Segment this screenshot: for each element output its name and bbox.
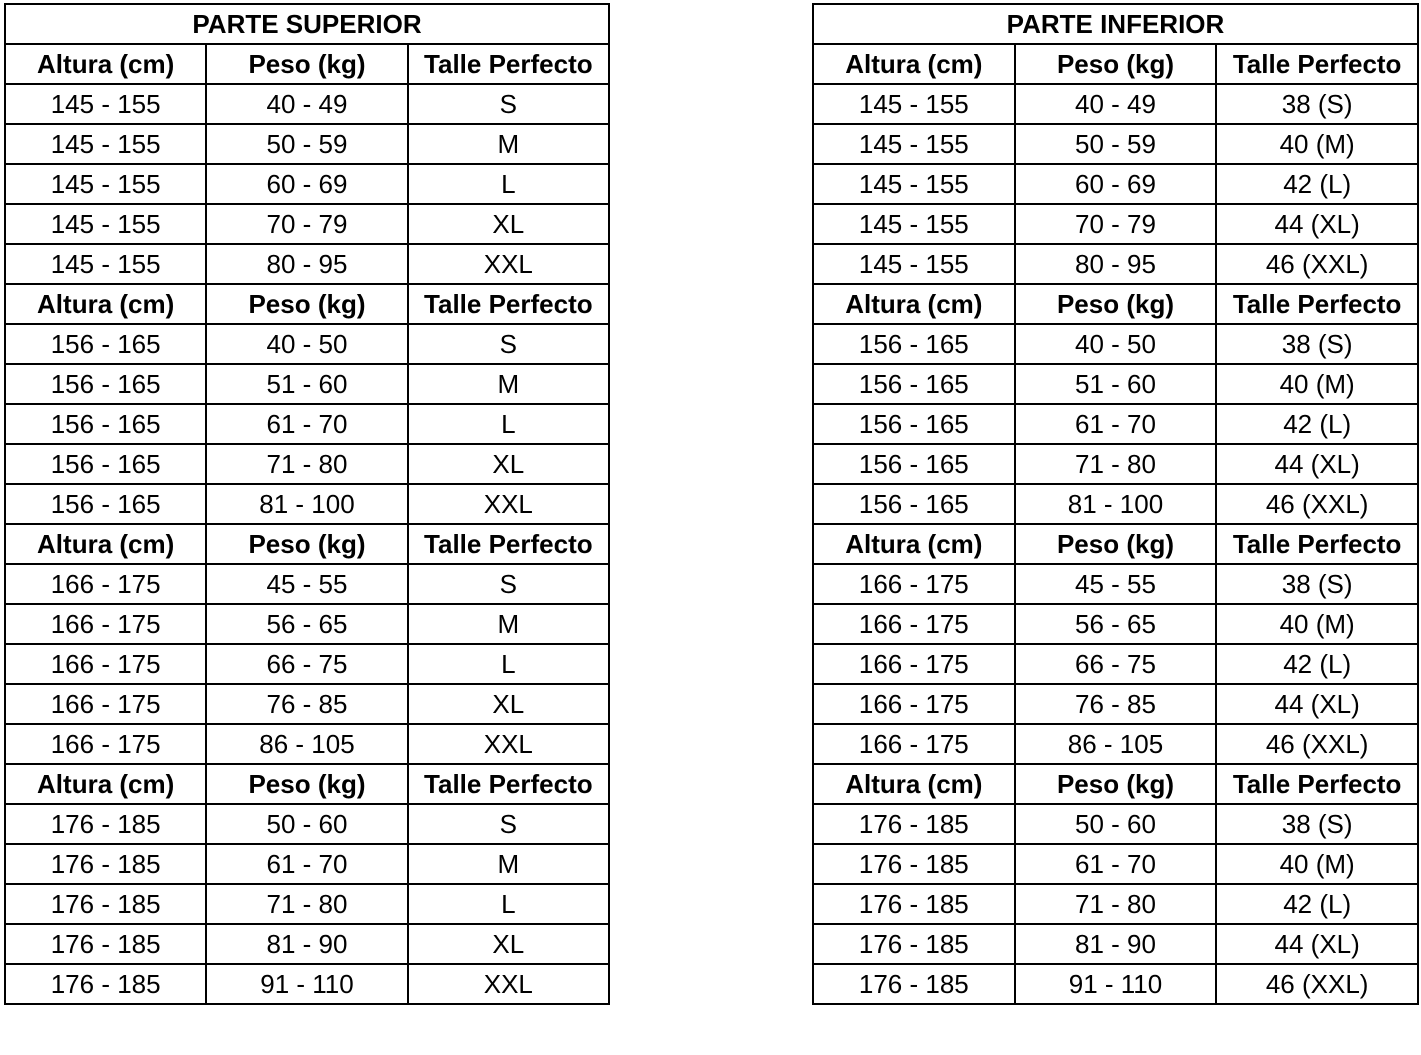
size-cell: 38 (S) — [1216, 84, 1418, 124]
column-header: Peso (kg) — [206, 44, 407, 84]
table-row — [813, 924, 1418, 964]
size-cell: XXL — [408, 484, 609, 524]
size-cell: XXL — [408, 724, 609, 764]
table-row — [5, 244, 609, 284]
size-cell: 44 (XL) — [1216, 204, 1418, 244]
table-row — [5, 204, 609, 244]
weight-cell: 56 - 65 — [206, 604, 407, 644]
table-row — [5, 924, 609, 964]
size-cell: 38 (S) — [1216, 564, 1418, 604]
weight-cell: 91 - 110 — [1015, 964, 1217, 1004]
height-cell: 166 - 175 — [5, 684, 206, 724]
column-header: Altura (cm) — [813, 284, 1015, 324]
height-cell: 156 - 165 — [813, 364, 1015, 404]
size-cell: L — [408, 164, 609, 204]
column-header: Peso (kg) — [1015, 764, 1217, 804]
table-row — [813, 684, 1418, 724]
size-cell: XL — [408, 204, 609, 244]
height-cell: 166 - 175 — [5, 564, 206, 604]
weight-cell: 60 - 69 — [1015, 164, 1217, 204]
height-cell: 176 - 185 — [5, 964, 206, 1004]
weight-cell: 71 - 80 — [1015, 444, 1217, 484]
height-cell: 145 - 155 — [5, 204, 206, 244]
size-cell: 40 (M) — [1216, 364, 1418, 404]
height-cell: 176 - 185 — [813, 924, 1015, 964]
height-cell: 145 - 155 — [5, 164, 206, 204]
table-title: PARTE SUPERIOR — [5, 4, 609, 44]
size-cell: 46 (XXL) — [1216, 724, 1418, 764]
size-cell: 46 (XXL) — [1216, 244, 1418, 284]
table-row — [813, 644, 1418, 684]
size-cell: S — [408, 804, 609, 844]
weight-cell: 61 - 70 — [1015, 844, 1217, 884]
size-cell: S — [408, 84, 609, 124]
table-row — [813, 724, 1418, 764]
table-row — [813, 364, 1418, 404]
column-header-row — [813, 524, 1418, 564]
height-cell: 145 - 155 — [813, 164, 1015, 204]
height-cell: 176 - 185 — [813, 964, 1015, 1004]
size-cell: L — [408, 644, 609, 684]
size-cell: XL — [408, 684, 609, 724]
weight-cell: 70 - 79 — [206, 204, 407, 244]
size-table-body — [5, 4, 609, 1004]
size-cell: L — [408, 404, 609, 444]
height-cell: 166 - 175 — [813, 564, 1015, 604]
table-row — [813, 164, 1418, 204]
table-row — [5, 164, 609, 204]
table-row — [813, 564, 1418, 604]
height-cell: 166 - 175 — [5, 644, 206, 684]
weight-cell: 81 - 100 — [1015, 484, 1217, 524]
weight-cell: 40 - 49 — [206, 84, 407, 124]
column-header: Talle Perfecto — [1216, 764, 1418, 804]
size-cell: 44 (XL) — [1216, 684, 1418, 724]
table-row — [5, 964, 609, 1004]
column-header-row — [5, 764, 609, 804]
column-header-row — [813, 284, 1418, 324]
weight-cell: 81 - 90 — [206, 924, 407, 964]
height-cell: 176 - 185 — [813, 804, 1015, 844]
height-cell: 156 - 165 — [5, 404, 206, 444]
column-header: Altura (cm) — [813, 44, 1015, 84]
table-row — [813, 844, 1418, 884]
size-cell: M — [408, 604, 609, 644]
weight-cell: 40 - 50 — [206, 324, 407, 364]
weight-cell: 50 - 59 — [1015, 124, 1217, 164]
size-cell: M — [408, 844, 609, 884]
weight-cell: 86 - 105 — [1015, 724, 1217, 764]
table-row — [813, 204, 1418, 244]
weight-cell: 61 - 70 — [1015, 404, 1217, 444]
weight-cell: 50 - 60 — [1015, 804, 1217, 844]
size-cell: 44 (XL) — [1216, 444, 1418, 484]
height-cell: 156 - 165 — [5, 484, 206, 524]
size-cell: 46 (XXL) — [1216, 964, 1418, 1004]
height-cell: 156 - 165 — [813, 324, 1015, 364]
height-cell: 166 - 175 — [813, 684, 1015, 724]
column-header: Altura (cm) — [5, 44, 206, 84]
column-header: Peso (kg) — [1015, 284, 1217, 324]
height-cell: 145 - 155 — [5, 124, 206, 164]
column-header: Peso (kg) — [1015, 44, 1217, 84]
table-row — [813, 244, 1418, 284]
height-cell: 176 - 185 — [5, 884, 206, 924]
weight-cell: 40 - 49 — [1015, 84, 1217, 124]
size-table-parte-inferior — [812, 3, 1419, 1005]
table-row — [5, 484, 609, 524]
weight-cell: 71 - 80 — [1015, 884, 1217, 924]
height-cell: 156 - 165 — [5, 324, 206, 364]
size-cell: 42 (L) — [1216, 644, 1418, 684]
weight-cell: 50 - 60 — [206, 804, 407, 844]
weight-cell: 51 - 60 — [1015, 364, 1217, 404]
height-cell: 145 - 155 — [813, 84, 1015, 124]
table-title-row — [5, 4, 609, 44]
weight-cell: 86 - 105 — [206, 724, 407, 764]
size-cell: 42 (L) — [1216, 164, 1418, 204]
table-row — [5, 324, 609, 364]
height-cell: 156 - 165 — [813, 404, 1015, 444]
height-cell: 166 - 175 — [813, 644, 1015, 684]
table-row — [5, 604, 609, 644]
height-cell: 145 - 155 — [5, 84, 206, 124]
table-row — [5, 84, 609, 124]
table-row — [5, 804, 609, 844]
size-cell: XL — [408, 444, 609, 484]
table-row — [5, 444, 609, 484]
weight-cell: 76 - 85 — [206, 684, 407, 724]
table-row — [5, 684, 609, 724]
table-row — [5, 364, 609, 404]
height-cell: 166 - 175 — [5, 724, 206, 764]
height-cell: 145 - 155 — [813, 124, 1015, 164]
weight-cell: 45 - 55 — [206, 564, 407, 604]
column-header: Talle Perfecto — [408, 284, 609, 324]
weight-cell: 76 - 85 — [1015, 684, 1217, 724]
column-header-row — [5, 284, 609, 324]
height-cell: 176 - 185 — [813, 884, 1015, 924]
table-row — [5, 124, 609, 164]
height-cell: 166 - 175 — [813, 604, 1015, 644]
column-header-row — [813, 764, 1418, 804]
table-row — [813, 324, 1418, 364]
weight-cell: 66 - 75 — [206, 644, 407, 684]
size-cell: S — [408, 564, 609, 604]
height-cell: 176 - 185 — [5, 924, 206, 964]
height-cell: 166 - 175 — [5, 604, 206, 644]
table-row — [813, 84, 1418, 124]
column-header-row — [813, 44, 1418, 84]
size-cell: 38 (S) — [1216, 324, 1418, 364]
size-cell: XXL — [408, 964, 609, 1004]
weight-cell: 45 - 55 — [1015, 564, 1217, 604]
height-cell: 176 - 185 — [5, 804, 206, 844]
weight-cell: 71 - 80 — [206, 444, 407, 484]
table-row — [813, 404, 1418, 444]
table-row — [813, 124, 1418, 164]
table-row — [813, 444, 1418, 484]
table-row — [5, 724, 609, 764]
column-header-row — [5, 44, 609, 84]
table-title-row — [813, 4, 1418, 44]
size-table-parte-superior — [4, 3, 610, 1005]
table-row — [813, 804, 1418, 844]
table-row — [5, 564, 609, 604]
weight-cell: 51 - 60 — [206, 364, 407, 404]
column-header: Talle Perfecto — [408, 764, 609, 804]
size-cell: 46 (XXL) — [1216, 484, 1418, 524]
height-cell: 145 - 155 — [5, 244, 206, 284]
height-cell: 166 - 175 — [813, 724, 1015, 764]
weight-cell: 91 - 110 — [206, 964, 407, 1004]
size-table-body — [813, 4, 1418, 1004]
table-row — [813, 964, 1418, 1004]
size-cell: 40 (M) — [1216, 844, 1418, 884]
size-cell: M — [408, 364, 609, 404]
size-cell: 42 (L) — [1216, 404, 1418, 444]
weight-cell: 40 - 50 — [1015, 324, 1217, 364]
column-header: Peso (kg) — [1015, 524, 1217, 564]
height-cell: 156 - 165 — [5, 364, 206, 404]
weight-cell: 81 - 90 — [1015, 924, 1217, 964]
column-header: Talle Perfecto — [1216, 524, 1418, 564]
weight-cell: 60 - 69 — [206, 164, 407, 204]
table-title: PARTE INFERIOR — [813, 4, 1418, 44]
table-row — [813, 604, 1418, 644]
column-header: Peso (kg) — [206, 764, 407, 804]
weight-cell: 71 - 80 — [206, 884, 407, 924]
weight-cell: 56 - 65 — [1015, 604, 1217, 644]
column-header-row — [5, 524, 609, 564]
size-cell: L — [408, 884, 609, 924]
table-row — [5, 644, 609, 684]
table-row — [813, 484, 1418, 524]
column-header: Peso (kg) — [206, 284, 407, 324]
height-cell: 145 - 155 — [813, 244, 1015, 284]
column-header: Talle Perfecto — [408, 44, 609, 84]
height-cell: 156 - 165 — [5, 444, 206, 484]
size-cell: XXL — [408, 244, 609, 284]
column-header: Altura (cm) — [5, 284, 206, 324]
weight-cell: 70 - 79 — [1015, 204, 1217, 244]
size-cell: 38 (S) — [1216, 804, 1418, 844]
column-header: Altura (cm) — [813, 764, 1015, 804]
weight-cell: 66 - 75 — [1015, 644, 1217, 684]
size-cell: M — [408, 124, 609, 164]
weight-cell: 61 - 70 — [206, 844, 407, 884]
size-cell: 40 (M) — [1216, 124, 1418, 164]
height-cell: 145 - 155 — [813, 204, 1015, 244]
column-header: Peso (kg) — [206, 524, 407, 564]
column-header: Talle Perfecto — [1216, 44, 1418, 84]
table-row — [5, 404, 609, 444]
column-header: Altura (cm) — [5, 764, 206, 804]
size-cell: S — [408, 324, 609, 364]
column-header: Altura (cm) — [5, 524, 206, 564]
size-cell: XL — [408, 924, 609, 964]
height-cell: 176 - 185 — [5, 844, 206, 884]
table-row — [5, 884, 609, 924]
size-cell: 42 (L) — [1216, 884, 1418, 924]
height-cell: 156 - 165 — [813, 444, 1015, 484]
weight-cell: 80 - 95 — [1015, 244, 1217, 284]
column-header: Altura (cm) — [813, 524, 1015, 564]
height-cell: 156 - 165 — [813, 484, 1015, 524]
weight-cell: 80 - 95 — [206, 244, 407, 284]
size-cell: 40 (M) — [1216, 604, 1418, 644]
table-row — [813, 884, 1418, 924]
height-cell: 176 - 185 — [813, 844, 1015, 884]
weight-cell: 50 - 59 — [206, 124, 407, 164]
column-header: Talle Perfecto — [1216, 284, 1418, 324]
table-row — [5, 844, 609, 884]
weight-cell: 61 - 70 — [206, 404, 407, 444]
size-cell: 44 (XL) — [1216, 924, 1418, 964]
column-header: Talle Perfecto — [408, 524, 609, 564]
weight-cell: 81 - 100 — [206, 484, 407, 524]
